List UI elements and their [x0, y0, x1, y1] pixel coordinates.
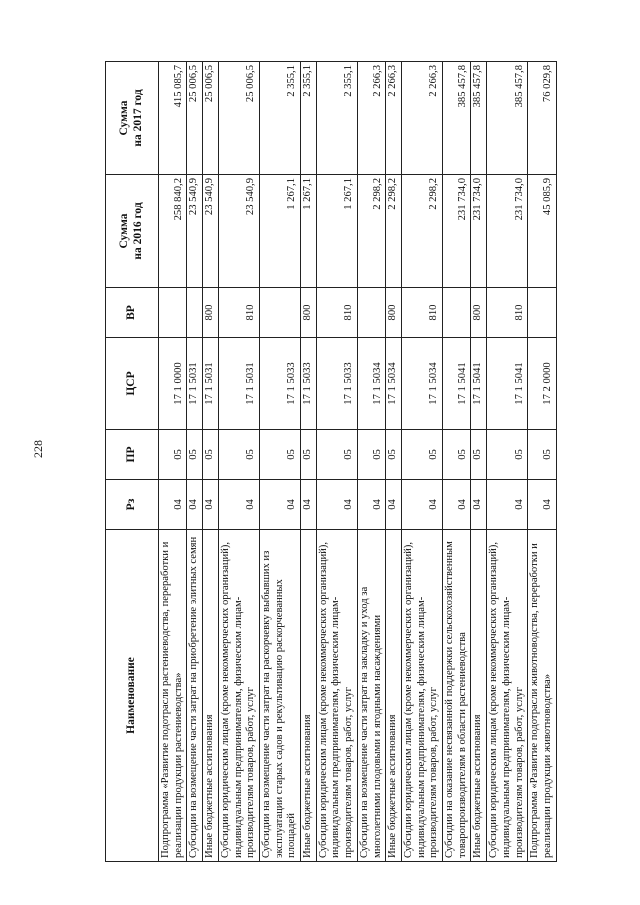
cell-sum2017: 25 006,5 — [203, 62, 219, 175]
table-row — [471, 62, 487, 862]
header-vr: ВР — [106, 288, 159, 338]
cell-csr: 17 1 5034 — [357, 338, 385, 430]
cell-rz: 04 — [187, 480, 203, 530]
table-row — [443, 62, 471, 862]
cell-vr: 810 — [218, 288, 259, 338]
cell-rz: 04 — [301, 480, 317, 530]
cell-rz: 04 — [316, 480, 357, 530]
cell-csr: 17 2 0000 — [528, 338, 556, 430]
cell-csr: 17 1 5041 — [487, 338, 528, 430]
cell-sum2017: 385 457,8 — [471, 62, 487, 175]
cell-name: Субсидии на возмещение части затрат на раскорчевку выбывших из эксплуатации старых садов и рекультивацию раскорчеванных площадей — [259, 530, 300, 862]
cell-vr: 810 — [316, 288, 357, 338]
cell-vr — [357, 288, 385, 338]
cell-name: Субсидии на возмещение части затрат на закладку и уход за многолетними плодовыми и ягодными насаждениями — [357, 530, 385, 862]
cell-sum2016: 23 540,9 — [218, 175, 259, 288]
cell-rz: 04 — [159, 480, 187, 530]
cell-name: Субсидии юридическим лицам (кроме некоммерческих организаций), индивидуальным предпринимателям, физическим лицам-производителям товаров, работ, услуг — [401, 530, 442, 862]
cell-sum2017: 2 266,3 — [386, 62, 402, 175]
cell-pr: 05 — [187, 430, 203, 480]
cell-sum2017: 385 457,8 — [443, 62, 471, 175]
cell-sum2016: 231 734,0 — [487, 175, 528, 288]
cell-vr — [528, 288, 556, 338]
cell-name: Иные бюджетные ассигнования — [386, 530, 402, 862]
cell-csr: 17 1 5031 — [218, 338, 259, 430]
cell-vr — [443, 288, 471, 338]
cell-sum2017: 2 355,1 — [301, 62, 317, 175]
cell-name: Подпрограмма «Развитие подотрасли растениеводства, переработки и реализации продукции растениеводства» — [159, 530, 187, 862]
cell-pr: 05 — [316, 430, 357, 480]
cell-sum2017: 76 029,8 — [528, 62, 556, 175]
cell-name: Субсидии юридическим лицам (кроме некоммерческих организаций), индивидуальным предпринимателям, физическим лицам-производителям товаров, работ, услуг — [316, 530, 357, 862]
cell-sum2016: 2 298,2 — [401, 175, 442, 288]
page-number: 228 — [31, 440, 45, 458]
table-row — [187, 62, 203, 862]
budget-table — [105, 61, 557, 862]
cell-pr: 05 — [301, 430, 317, 480]
table-row — [386, 62, 402, 862]
cell-csr: 17 1 5034 — [401, 338, 442, 430]
cell-rz: 04 — [357, 480, 385, 530]
budget-table-rotated — [105, 62, 570, 862]
cell-vr: 800 — [301, 288, 317, 338]
table-row — [528, 62, 556, 862]
cell-sum2017: 415 085,7 — [159, 62, 187, 175]
cell-name: Иные бюджетные ассигнования — [471, 530, 487, 862]
cell-vr — [159, 288, 187, 338]
cell-csr: 17 1 5041 — [443, 338, 471, 430]
cell-pr: 05 — [386, 430, 402, 480]
cell-name: Иные бюджетные ассигнования — [301, 530, 317, 862]
cell-vr: 800 — [386, 288, 402, 338]
table-row — [357, 62, 385, 862]
header-rz: Рз — [106, 480, 159, 530]
cell-sum2017: 2 355,1 — [316, 62, 357, 175]
table-row — [259, 62, 300, 862]
table-row — [159, 62, 187, 862]
cell-vr — [259, 288, 300, 338]
cell-sum2016: 1 267,1 — [301, 175, 317, 288]
cell-pr: 05 — [487, 430, 528, 480]
cell-sum2016: 2 298,2 — [357, 175, 385, 288]
cell-rz: 04 — [528, 480, 556, 530]
cell-name: Субсидии на возмещение части затрат на приобретение элитных семян — [187, 530, 203, 862]
header-sum-2016-line1: Сумма — [118, 213, 131, 249]
table-row — [218, 62, 259, 862]
cell-sum2017: 2 355,1 — [259, 62, 300, 175]
cell-rz: 04 — [203, 480, 219, 530]
header-sum-2017 — [106, 62, 159, 175]
cell-csr: 17 1 5041 — [471, 338, 487, 430]
cell-rz: 04 — [487, 480, 528, 530]
cell-csr: 17 1 5033 — [316, 338, 357, 430]
table-row — [401, 62, 442, 862]
cell-csr: 17 1 5031 — [203, 338, 219, 430]
cell-pr: 05 — [218, 430, 259, 480]
cell-sum2016: 23 540,9 — [203, 175, 219, 288]
cell-name: Субсидии юридическим лицам (кроме некоммерческих организаций), индивидуальным предпринимателям, физическим лицам-производителям товаров, работ, услуг — [218, 530, 259, 862]
cell-pr: 05 — [357, 430, 385, 480]
cell-sum2016: 2 298,2 — [386, 175, 402, 288]
cell-name: Подпрограмма «Развитие подотрасли животноводства, переработки и реализации продукции животноводства» — [528, 530, 556, 862]
cell-csr: 17 1 0000 — [159, 338, 187, 430]
cell-vr: 800 — [471, 288, 487, 338]
cell-vr — [187, 288, 203, 338]
cell-pr: 05 — [443, 430, 471, 480]
cell-sum2017: 385 457,8 — [487, 62, 528, 175]
cell-sum2016: 23 540,9 — [187, 175, 203, 288]
header-sum-2017-line1: Сумма — [118, 100, 131, 136]
cell-csr: 17 1 5034 — [386, 338, 402, 430]
cell-rz: 04 — [386, 480, 402, 530]
cell-sum2017: 25 006,5 — [187, 62, 203, 175]
header-sum-2016 — [106, 175, 159, 288]
table-row — [301, 62, 317, 862]
table-row — [203, 62, 219, 862]
cell-sum2016: 231 734,0 — [443, 175, 471, 288]
table-body — [159, 62, 557, 862]
cell-pr: 05 — [159, 430, 187, 480]
cell-rz: 04 — [401, 480, 442, 530]
cell-pr: 05 — [259, 430, 300, 480]
cell-rz: 04 — [259, 480, 300, 530]
table-row — [487, 62, 528, 862]
cell-vr: 810 — [487, 288, 528, 338]
cell-pr: 05 — [401, 430, 442, 480]
cell-sum2016: 1 267,1 — [259, 175, 300, 288]
cell-name: Иные бюджетные ассигнования — [203, 530, 219, 862]
header-sum-2017-line2: на 2017 год — [132, 89, 144, 147]
cell-sum2017: 25 006,5 — [218, 62, 259, 175]
cell-sum2017: 2 266,3 — [357, 62, 385, 175]
header-pr: ПР — [106, 430, 159, 480]
cell-sum2016: 1 267,1 — [316, 175, 357, 288]
cell-csr: 17 1 5033 — [259, 338, 300, 430]
cell-pr: 05 — [471, 430, 487, 480]
cell-rz: 04 — [443, 480, 471, 530]
cell-sum2016: 45 085,9 — [528, 175, 556, 288]
cell-pr: 05 — [528, 430, 556, 480]
cell-pr: 05 — [203, 430, 219, 480]
cell-rz: 04 — [471, 480, 487, 530]
cell-sum2017: 2 266,3 — [401, 62, 442, 175]
header-sum-2016-line2: на 2016 год — [132, 202, 144, 260]
header-name: Наименование — [106, 530, 159, 862]
cell-csr: 17 1 5031 — [187, 338, 203, 430]
header-csr: ЦСР — [106, 338, 159, 430]
cell-sum2016: 258 840,2 — [159, 175, 187, 288]
table-row — [316, 62, 357, 862]
cell-csr: 17 1 5033 — [301, 338, 317, 430]
cell-name: Субсидии на оказание несвязанной поддержки сельскохозяйственным товаропроизводителям в области растениеводства — [443, 530, 471, 862]
cell-name: Субсидии юридическим лицам (кроме некоммерческих организаций), индивидуальным предпринимателям, физическим лицам-производителям товаров, работ, услуг — [487, 530, 528, 862]
header-row — [106, 62, 159, 862]
cell-sum2016: 231 734,0 — [471, 175, 487, 288]
cell-rz: 04 — [218, 480, 259, 530]
cell-vr: 800 — [203, 288, 219, 338]
cell-vr: 810 — [401, 288, 442, 338]
